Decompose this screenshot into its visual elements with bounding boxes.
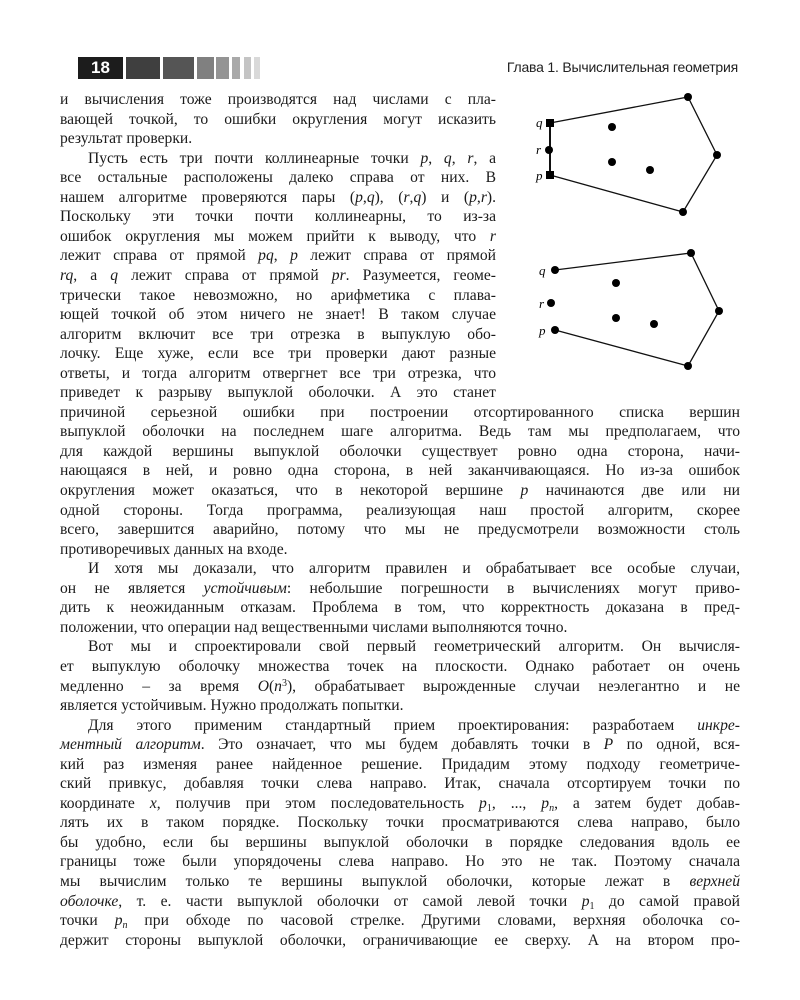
text-line: ментный алгоритм. Это означает, что мы будем добавлять точки в P по одной, вся- (60, 736, 740, 754)
text-line: лежит справа от прямой pq, p лежит справа от прямой (60, 247, 496, 265)
text-line: ющей точкой об этом ничего не знает! В таком случае (60, 306, 496, 324)
text-line: дить к неожиданным отказам. Проблема в том, что корректность доказана в пред- (60, 599, 740, 617)
page-number: 18 (78, 57, 123, 79)
label-q: q (539, 263, 546, 278)
text-line: нающаяся в ней, и ровно одна сторона, в ней заканчивающаяся. Но из-за ошибок (60, 462, 740, 480)
text-line: нашем алгоритме проверяются пары (p,q), (r,q) и (p,r). (60, 188, 496, 206)
label-q: q (536, 115, 543, 130)
text-line: держит стороны выпуклой оболочки, ограничивающие ее сверху. А на втором про- (60, 931, 740, 949)
text-line: округления может оказаться, что в некоторой вершине p начинаются две или ни (60, 482, 740, 499)
text-line: границы тоже были упорядочены слева направо. Но это не так. Поэтому сначала (60, 853, 740, 871)
text-line: для каждой вершины выпуклой оболочки существует ровно одна сторона, начи- (60, 442, 740, 460)
text-line: все остальные расположены далеко справа от них. В (60, 169, 496, 187)
chapter-title: Глава 1. Вычислительная геометрия (506, 59, 738, 75)
hull-edges (555, 253, 719, 366)
text-line: он не является устойчивым: небольшие погрешности в вычислениях могут приво- (60, 579, 740, 597)
text-line: ошибок округления мы можем прийти к выводу, что r (60, 227, 496, 245)
text-line: Поскольку эти точки почти коллинеарны, то из-за (60, 208, 496, 226)
text-line: одной стороны. Тогда программа, реализующая наш простой алгоритм, скорее (60, 501, 740, 519)
text-line: и вычисления тоже производятся над числами с пла- (60, 91, 496, 108)
text-line: ет выпуклую оболочку множества точек на плоскости. Однако работает он очень (60, 657, 740, 675)
text-line: результат проверки. (60, 130, 193, 148)
text-line: ответы, и тогда алгоритм отвергнет все три отрезка, что (60, 364, 496, 382)
text-line: трически такое невозможно, но арифметика с плава- (60, 286, 496, 304)
text-line: выпуклой оболочки на последнем шаге алгоритма. Ведь там мы предполагаем, что (60, 423, 740, 441)
text-line: алгоритм включит все три отрезка в выпуклую обо- (60, 325, 496, 343)
text-line: мы вычислим только те вершины выпуклой оболочки, которые лежат в верхней (60, 873, 740, 890)
text-line: бы удобно, если бы вершины выпуклой оболочки в порядке следования вдоль ее (60, 833, 740, 851)
label-r: r (539, 296, 545, 311)
text-line: Для этого применим стандартный прием проектирования: разработаем инкре- (88, 716, 740, 734)
text-line: Вот мы и спроектировали свой первый геометрический алгоритм. Он вычисля- (88, 638, 740, 656)
text-line: ский привкус, добавляя точки слева направо. Итак, сначала отсортируем точки по (60, 775, 740, 793)
text-line: оболочке, т. е. части выпуклой оболочки от самой левой точки $p_1$ до самой правой (60, 892, 740, 912)
figure-hull-broken (538, 249, 723, 370)
text-line: причиной серьезной ошибки при построении отсортированного списка вершин (60, 403, 740, 421)
text-line: И хотя мы доказали, что алгоритм правилен и обрабатывает все особые случаи, (88, 560, 740, 578)
text-line: медленно – за время $O(n^3)$, обрабатывает вырожденные случаи неэлегантно и не (60, 677, 740, 695)
text-line: Пусть есть три почти коллинеарные точки p, q, r, а (88, 149, 497, 167)
label-p: p (536, 168, 543, 183)
label-r: r (536, 142, 542, 157)
text-line: лочку. Еще хуже, если все три проверки дают разные (60, 345, 496, 363)
hull-edges (550, 97, 717, 212)
text-line: всего, завершится аварийно, потому что мы не предусмотрели возможности столь (60, 521, 740, 539)
text-line: кий раз изменяя ранее найденное решение. Придадим этому подходу геометриче- (60, 755, 740, 773)
text-line: лять их в таком порядке. Поскольку точки просматриваются слева направо, было (60, 814, 740, 832)
text-line: положении, что операции над вещественными числами выполняются точно. (60, 618, 568, 636)
text-line: приведет к разрыву выпуклой оболочки. А это станет (60, 384, 496, 402)
text-line: точки $p_n$ при обходе по часовой стрелке. Другими словами, верхняя оболочка со- (60, 912, 740, 932)
text-line: rq, а q лежит справа от прямой pr. Разумеется, геоме- (60, 266, 496, 284)
text-line: противоречивых данных на входе. (60, 540, 288, 558)
text-line: координате x, получив при этом последовательность $p_1$, ..., $p_n$, а затем будет добав- (60, 794, 740, 814)
figure-hull-with-edge (535, 93, 721, 216)
text-line: является устойчивым. Нужно продолжать попытки. (60, 697, 404, 715)
text-line: вающей точкой, то ошибки округления могут исказить (60, 110, 496, 128)
label-p: p (539, 323, 546, 338)
